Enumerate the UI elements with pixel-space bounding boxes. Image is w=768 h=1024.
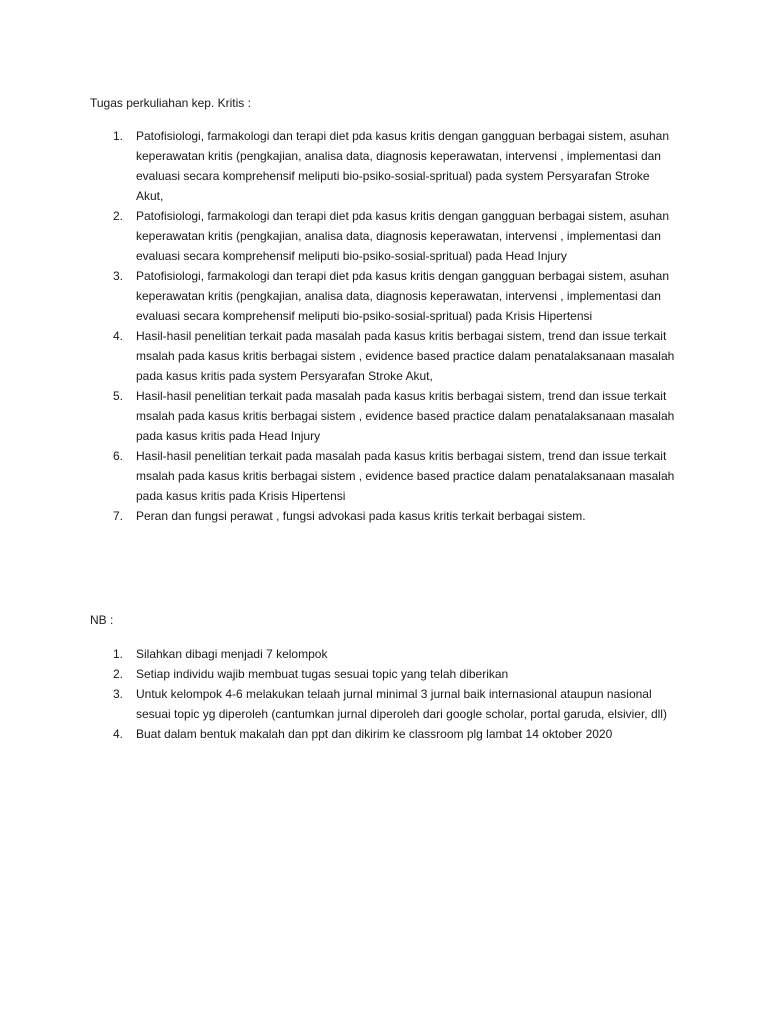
- task-number: 6.: [113, 449, 124, 463]
- note-text: Buat dalam bentuk makalah dan ppt dan dikirim ke classroom plg lambat 14 oktober 2020: [136, 727, 613, 741]
- task-item-2: [0, 206, 676, 266]
- task-number: 1.: [113, 129, 124, 143]
- note-number: 2.: [113, 667, 124, 681]
- task-text: Hasil-hasil penelitian terkait pada masalah pada kasus kritis berbagai sistem, trend dan issue terkait msalah pada kasus kritis berbagai sistem , evidence based practice dalam penatalaksanaan masalah pada kasus kritis pada Krisis Hipertensi: [136, 449, 675, 503]
- task-text: Hasil-hasil penelitian terkait pada masalah pada kasus kritis berbagai sistem, trend dan issue terkait msalah pada kasus kritis berbagai sistem , evidence based practice dalam penatalaksanaan masalah pada kasus kritis pada system Persyarafan Stroke Akut,: [136, 329, 675, 383]
- document-heading: Tugas perkuliahan kep. Kritis :: [90, 96, 251, 110]
- task-text: Patofisiologi, farmakologi dan terapi diet pda kasus kritis dengan gangguan berbagai sistem, asuhan keperawatan kritis (pengkajian, analisa data, diagnosis keperawatan, intervensi , implementasi dan evaluasi secara komprehensif meliputi bio-psiko-sosial-spritual) pada Head Injury: [136, 209, 670, 263]
- note-item-2: [0, 664, 676, 684]
- task-text: Patofisiologi, farmakologi dan terapi diet pda kasus kritis dengan gangguan berbagai sistem, asuhan keperawatan kritis (pengkajian, analisa data, diagnosis keperawatan, intervensi , implementasi dan evaluasi secara komprehensif meliputi bio-psiko-sosial-spritual) pada Krisis Hipertensi: [136, 269, 670, 323]
- task-number: 3.: [113, 269, 124, 283]
- note-text: Silahkan dibagi menjadi 7 kelompok: [136, 647, 328, 661]
- task-item-4: [0, 326, 676, 386]
- note-text: Untuk kelompok 4-6 melakukan telaah jurnal minimal 3 jurnal baik internasional ataupun nasional sesuai topic yg diperoleh (cantumkan jurnal diperoleh dari google scholar, portal garuda, elsivier, dll): [136, 687, 667, 721]
- task-number: 5.: [113, 389, 124, 403]
- nb-label: NB :: [90, 613, 114, 627]
- task-item-5: [0, 386, 676, 446]
- note-number: 1.: [113, 647, 124, 661]
- task-item-1: [0, 126, 676, 206]
- task-number: 4.: [113, 329, 124, 343]
- note-item-4: [0, 724, 676, 744]
- task-text: Hasil-hasil penelitian terkait pada masalah pada kasus kritis berbagai sistem, trend dan issue terkait msalah pada kasus kritis berbagai sistem , evidence based practice dalam penatalaksanaan masalah pada kasus kritis pada Head Injury: [136, 389, 675, 443]
- task-item-7: [0, 506, 676, 526]
- note-text: Setiap individu wajib membuat tugas sesuai topic yang telah diberikan: [136, 667, 509, 681]
- task-text: Patofisiologi, farmakologi dan terapi diet pda kasus kritis dengan gangguan berbagai sistem, asuhan keperawatan kritis (pengkajian, analisa data, diagnosis keperawatan, intervensi , implementasi dan evaluasi secara komprehensif meliputi bio-psiko-sosial-spritual) pada system Persyarafan Stroke Akut,: [136, 129, 670, 203]
- note-number: 3.: [113, 687, 124, 701]
- note-number: 4.: [113, 727, 124, 741]
- task-number: 7.: [113, 509, 124, 523]
- task-text: Peran dan fungsi perawat , fungsi advokasi pada kasus kritis terkait berbagai sistem.: [136, 509, 586, 523]
- task-number: 2.: [113, 209, 124, 223]
- notes-list: [0, 644, 676, 744]
- note-item-1: [0, 644, 676, 664]
- task-list: [0, 126, 676, 526]
- task-item-3: [0, 266, 676, 326]
- task-item-6: [0, 446, 676, 506]
- note-item-3: [0, 684, 676, 724]
